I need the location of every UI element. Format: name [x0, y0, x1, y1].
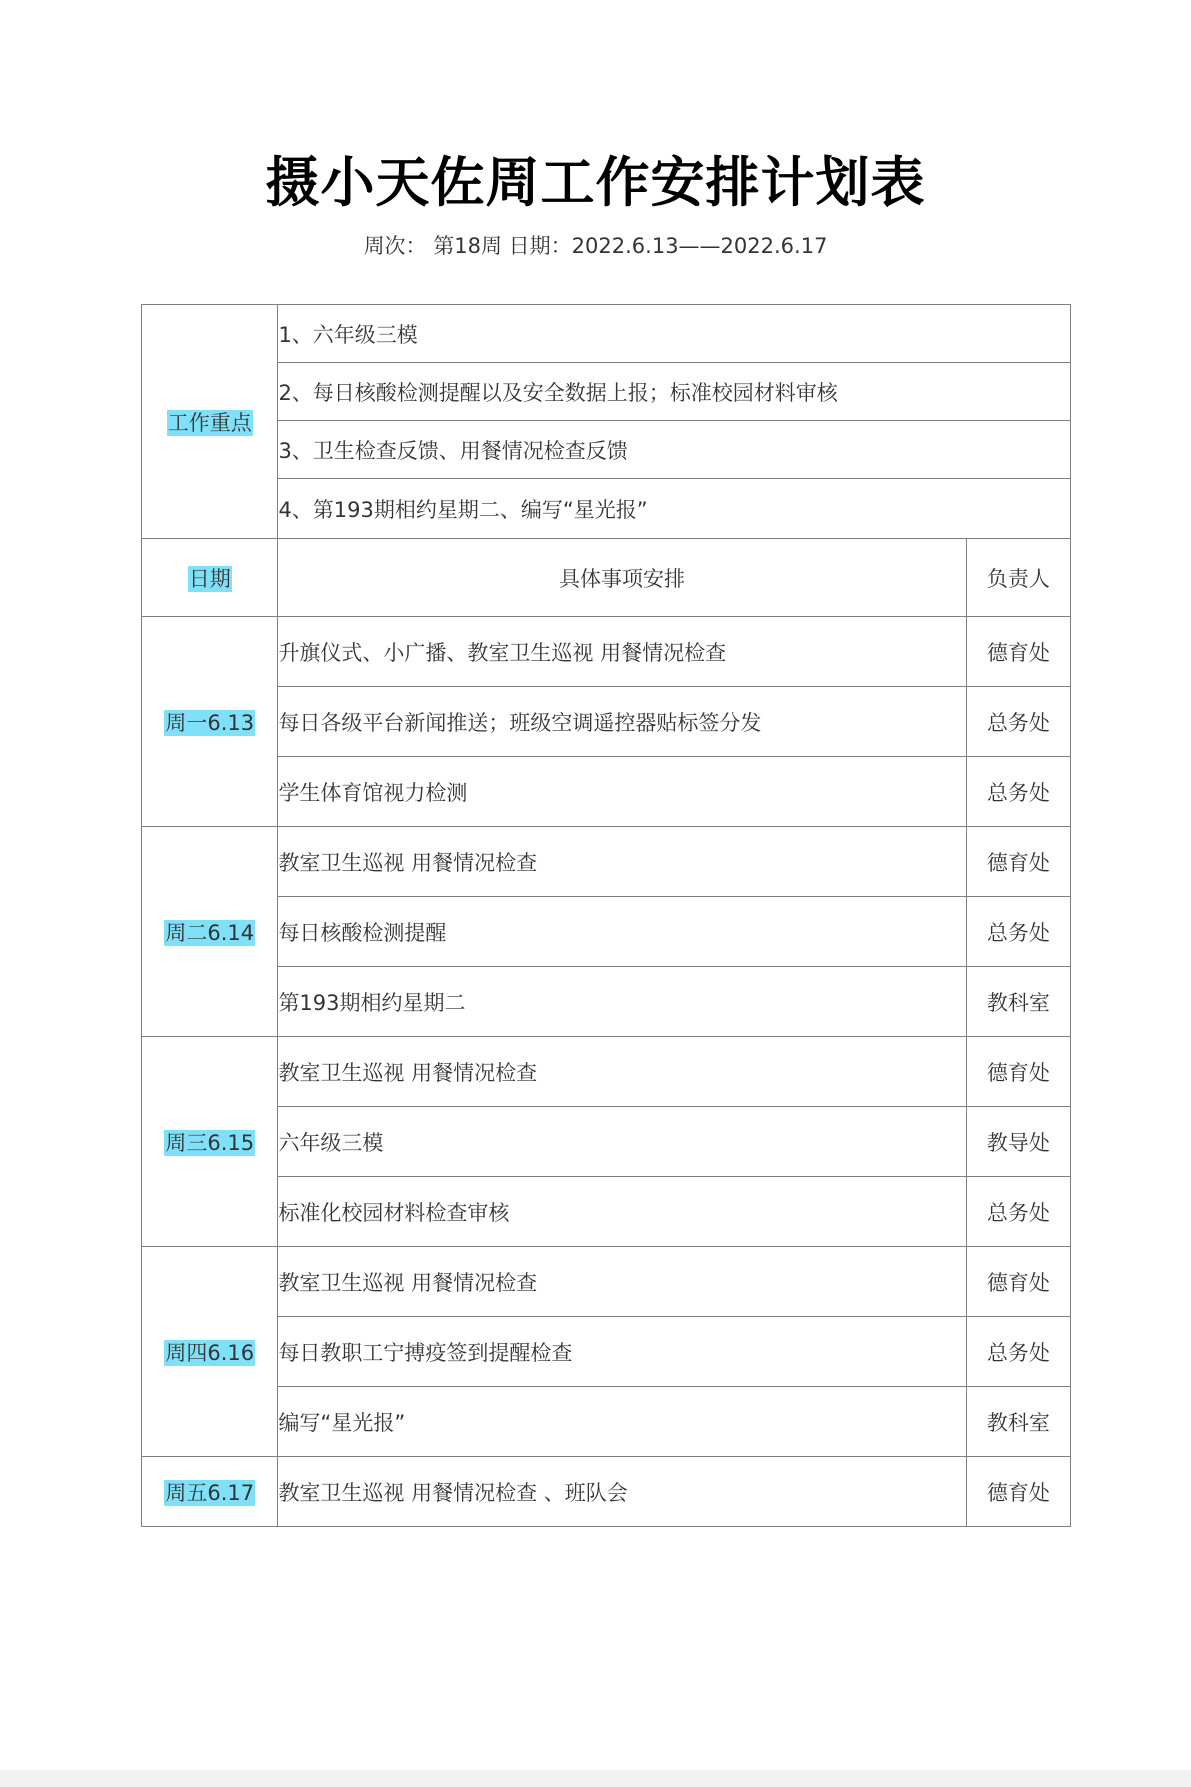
- task-owner: 德育处: [966, 827, 1070, 897]
- task-text: 编写“星光报”: [278, 1387, 966, 1457]
- task-text: 教室卫生巡视 用餐情况检查: [278, 1037, 966, 1107]
- task-text: 每日各级平台新闻推送；班级空调遥控器贴标签分发: [278, 687, 966, 757]
- table-row: [142, 1037, 1071, 1107]
- table-header-row: [142, 539, 1071, 617]
- table-row: [142, 757, 1071, 827]
- task-owner: 德育处: [966, 1247, 1070, 1317]
- weekly-plan-table: [141, 304, 1071, 1527]
- week-label: 周次：: [363, 234, 427, 258]
- focus-item: 3、卫生检查反馈、用餐情况检查反馈: [278, 421, 1071, 479]
- focus-row: [142, 421, 1071, 479]
- focus-row: [142, 305, 1071, 363]
- task-text: 标准化校园材料检查审核: [278, 1177, 966, 1247]
- date-label: 日期：: [508, 234, 572, 258]
- week-value: 第18周: [433, 234, 502, 258]
- focus-label-cell: [142, 305, 278, 539]
- focus-row: [142, 363, 1071, 421]
- task-owner: 总务处: [966, 1317, 1070, 1387]
- task-text: 教室卫生巡视 用餐情况检查: [278, 827, 966, 897]
- focus-item: 2、每日核酸检测提醒以及安全数据上报；标准校园材料审核: [278, 363, 1071, 421]
- table-row: [142, 687, 1071, 757]
- task-text: 每日核酸检测提醒: [278, 897, 966, 967]
- date-range: 2022.6.13——2022.6.17: [571, 234, 828, 258]
- task-owner: 总务处: [966, 687, 1070, 757]
- table-row: [142, 1317, 1071, 1387]
- day-label-cell: [142, 827, 278, 1037]
- header-tasks: 具体事项安排: [278, 539, 966, 617]
- task-owner: 德育处: [966, 1037, 1070, 1107]
- task-text: 学生体育馆视力检测: [278, 757, 966, 827]
- header-owner: 负责人: [966, 539, 1070, 617]
- day-label: 周四6.16: [165, 1340, 255, 1365]
- task-owner: 教科室: [966, 967, 1070, 1037]
- focus-item: 4、第193期相约星期二、编写“星光报”: [278, 479, 1071, 539]
- table-row: [142, 1177, 1071, 1247]
- table-row: [142, 967, 1071, 1037]
- table-row: [142, 1457, 1071, 1527]
- task-text: 教室卫生巡视 用餐情况检查: [278, 1247, 966, 1317]
- page-subtitle: [0, 231, 1191, 261]
- task-owner: 德育处: [966, 1457, 1070, 1527]
- focus-label: 工作重点: [167, 410, 252, 435]
- day-label: 周二6.14: [165, 920, 255, 945]
- task-owner: 德育处: [966, 617, 1070, 687]
- day-label-cell: [142, 1037, 278, 1247]
- table-row: [142, 1247, 1071, 1317]
- task-text: 每日教职工宁搏疫签到提醒检查: [278, 1317, 966, 1387]
- table-row: [142, 1387, 1071, 1457]
- day-label-cell: [142, 1457, 278, 1527]
- day-label: 周一6.13: [165, 710, 255, 735]
- task-owner: 教导处: [966, 1107, 1070, 1177]
- page-title: 摄小天佐周工作安排计划表: [265, 151, 926, 214]
- day-label: 周五6.17: [165, 1480, 255, 1505]
- task-text: 教室卫生巡视 用餐情况检查 、班队会: [278, 1457, 966, 1527]
- day-label-cell: [142, 617, 278, 827]
- table-row: [142, 617, 1071, 687]
- task-owner: 总务处: [966, 757, 1070, 827]
- header-date: 日期: [188, 566, 231, 591]
- task-owner: 教科室: [966, 1387, 1070, 1457]
- task-text: 第193期相约星期二: [278, 967, 966, 1037]
- task-owner: 总务处: [966, 1177, 1070, 1247]
- task-text: 升旗仪式、小广播、教室卫生巡视 用餐情况检查: [278, 617, 966, 687]
- focus-item: 1、六年级三模: [278, 305, 1071, 363]
- header-date-cell: [142, 539, 278, 617]
- focus-row: [142, 479, 1071, 539]
- day-label: 周三6.15: [165, 1130, 255, 1155]
- task-text: 六年级三模: [278, 1107, 966, 1177]
- table-row: [142, 897, 1071, 967]
- plan-table-body: [142, 305, 1071, 1527]
- viewer-bottom-strip: [0, 1770, 1191, 1787]
- day-label-cell: [142, 1247, 278, 1457]
- table-row: [142, 1107, 1071, 1177]
- task-owner: 总务处: [966, 897, 1070, 967]
- table-row: [142, 827, 1071, 897]
